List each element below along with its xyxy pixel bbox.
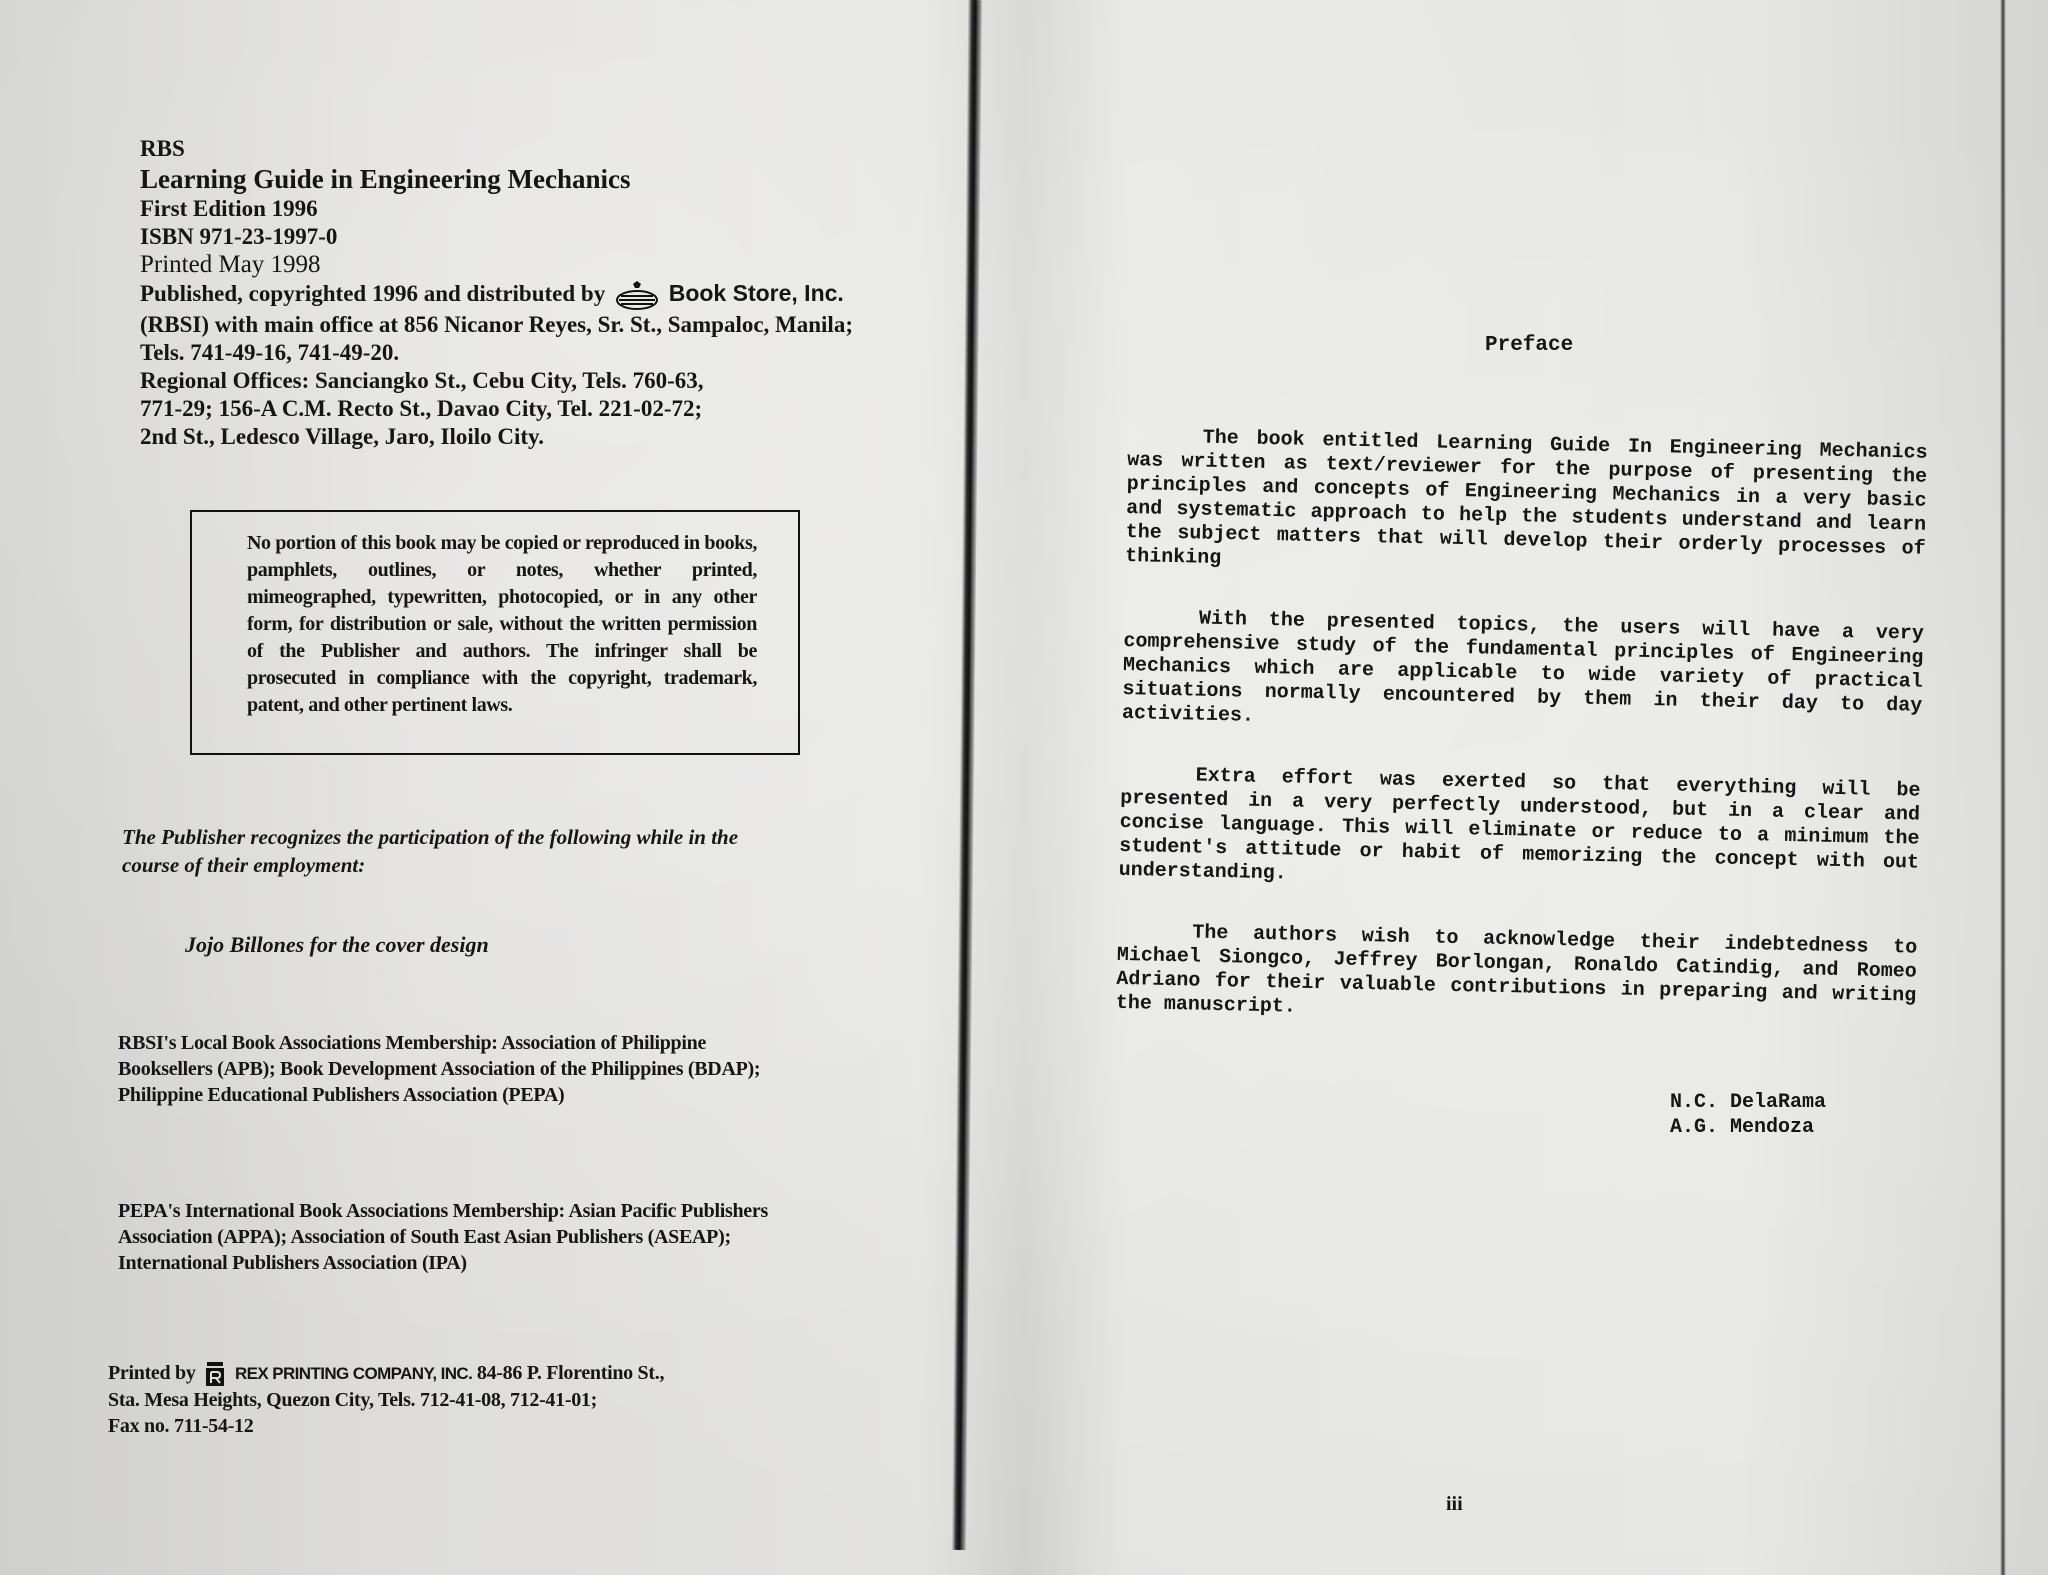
book-title: Learning Guide in Engineering Mechanics: [140, 164, 631, 194]
regional-offices-line-1: Regional Offices: Sanciangko St., Cebu City, Tels. 760-63,: [140, 367, 704, 393]
copyright-notice: No portion of this book may be copied or reproduced in books, pamphlets, outlines, or notes, whether printed, mimeographed, typewritten, photocopied, or in any other form, for distribution or sale, without the written permission of the Publisher and authors. The infringer shall be prosecuted in compliance with the copyright, trademark, patent, and other pertinent laws.: [247, 532, 757, 716]
recognition-statement: The Publisher recognizes the participation of the following while in the course of their employment:: [122, 825, 739, 877]
preface-heading: Preface: [1485, 334, 1574, 357]
printer-address-2: Sta. Mesa Heights, Quezon City, Tels. 712-41-08, 712-41-01;: [108, 1389, 597, 1411]
page-edge-shadow: [2000, 0, 2006, 1575]
preface-paragraph: The authors wish to acknowledge their indebtedness to Michael Siongco, Jeffrey Borlongan, Ronaldo Catindig, and Romeo Adriano for their valuable contributions in preparing and writing the manuscript.: [1115, 921, 1918, 1019]
printer-fax: Fax no. 711-54-12: [108, 1415, 254, 1437]
main-office-line: (RBSI) with main office at 856 Nicanor Reyes, Sr. St., Sampaloc, Manila;: [140, 311, 853, 337]
preface-paragraph: The book entitled Learning Guide In Engineering Mechanics was written as text/reviewer for the purpose of presenting the principles and concepts of Engineering Mechanics in a very basic and systematic approach to help the students understand and learn the subject matters that will develop their orderly processes of thinking: [1125, 426, 1928, 570]
author-name: A.G. Mendoza: [1670, 1116, 1815, 1139]
copyright-page: [40, 0, 1025, 1575]
author-signatures: [1670, 1090, 1826, 1140]
printer-line-1: [108, 1360, 808, 1387]
international-membership: PEPA's International Book Associations Membership: Asian Pacific Publishers Association (APPA); Association of South East Asian Publishers (ASEAP); International Publishers Association (IPA): [118, 1200, 768, 1274]
regional-offices-line-3: 2nd St., Ledesco Village, Jaro, Iloilo City.: [140, 423, 545, 449]
author-name: N.C. DelaRama: [1670, 1091, 1827, 1114]
preface-paragraph: With the presented topics, the users will have a very comprehensive study of the fundamental principles of Engineering Mechanics which are applicable to wide variety of practical situations normally encountered by them in their day to day activities.: [1121, 607, 1925, 728]
printer-prefix: Printed by: [108, 1362, 196, 1384]
local-membership: RBSI's Local Book Associations Membership: Association of Philippine Booksellers (APB); Book Development Association of the Philippines (BDAP); Philippine Educational Publishers Association (PEPA): [118, 1032, 761, 1106]
page-number: iii: [1446, 1493, 1463, 1515]
published-line: [140, 279, 980, 311]
preface-paragraph: Extra effort was exerted so that everything will be presented in a very perfectly understood, but in a clear and concise language. This will eliminate or reduce to a minimum the student's attitude or habit of memorizing the concept with out understanding.: [1118, 764, 1921, 886]
published-prefix: Published, copyrighted 1996 and distributed by: [140, 281, 606, 306]
imprint-block: [140, 135, 980, 451]
printer-logo-icon: [204, 1362, 226, 1386]
edition-line: First Edition 1996: [140, 196, 318, 221]
rex-logo-icon: [615, 281, 659, 311]
isbn-line: ISBN 971-23-1997-0: [140, 224, 338, 249]
cover-design-credit: Jojo Billones for the cover design: [185, 932, 489, 957]
printer-name: REX PRINTING COMPANY, INC.: [234, 1364, 473, 1383]
telephone-line: Tels. 741-49-16, 741-49-20.: [140, 339, 400, 365]
copyright-notice-box: [190, 510, 800, 755]
publisher-code: RBS: [140, 136, 185, 161]
print-date-line: Printed May 1998: [140, 251, 321, 278]
regional-offices-line-2: 771-29; 156-A C.M. Recto St., Davao City, Tel. 221-02-72;: [140, 395, 703, 421]
printer-info: [108, 1360, 808, 1439]
preface-page: [1000, 0, 2010, 1575]
publisher-name: Book Store, Inc.: [668, 280, 844, 306]
printer-address-1: 84-86 P. Florentino St.,: [476, 1362, 665, 1384]
preface-body: [1115, 425, 1928, 1070]
